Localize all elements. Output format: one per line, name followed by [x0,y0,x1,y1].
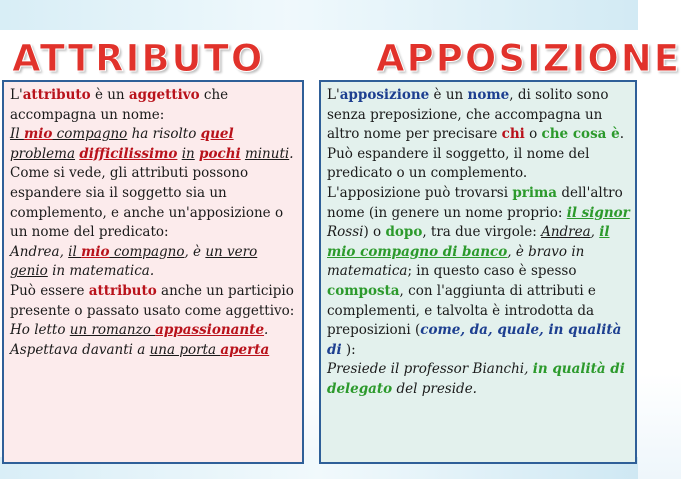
keyword-aggettivo: aggettivo [128,87,200,103]
apposizione-paragraph-2 [327,184,631,360]
keyword-apposizione: apposizione [339,87,430,103]
text: ha risolto [127,126,201,143]
text: minuti [244,145,290,162]
attributo-paragraph-2: Come si vede, gli attributi possono espandere sia il soggetto sia un complemento, e anche un'apposizione o un nome del predicato: [10,165,284,241]
text: L'apposizione può trovarsi [327,184,513,201]
keyword-difficilissimo: difficilissimo [79,145,178,162]
attributo-example-4 [10,341,298,361]
text: problema [10,145,76,162]
text: , con l'aggiunta di attributi e complementi, e talvolta è introdotta da preposizioni ( [327,282,596,339]
text: , è bravo in matematica [327,243,585,280]
title-apposizione: APPOSIZIONE [376,37,681,80]
attributo-example-2 [10,243,298,282]
text: Andrea, [10,243,69,260]
attributo-definition [10,86,298,125]
keyword-dopo: dopo [385,224,423,241]
apposizione-panel [319,80,637,464]
keyword-aperta: aperta [220,341,270,358]
text: Ho letto [10,322,70,339]
keyword-preposizioni-list: come, da, quale, in qualità di [327,322,622,358]
attributo-paragraph-3 [10,282,298,321]
keyword-attributo: attributo [22,87,91,103]
keyword-prima: prima [512,184,558,201]
text: compagno [109,243,185,260]
keyword-il-mio-compagno-di-banco: il mio compagno di banco [327,224,610,260]
text: o [524,126,542,143]
title-attributo: ATTRIBUTO [12,37,265,80]
text: ): [341,341,356,358]
attributo-example-1 [10,125,298,164]
text: Può essere [10,282,89,299]
keyword-in-qualita-di-delegato: in qualità di delegato [327,361,625,397]
attributo-panel [2,80,304,464]
keyword-pochi: pochi [199,145,241,162]
text: è un [90,87,129,103]
text: . [289,145,294,162]
apposizione-example [327,360,631,399]
text: una porta [149,341,221,358]
text: Aspettava davanti a [10,341,150,358]
text: Presiede il professor Bianchi [327,361,525,378]
text: genio [10,263,48,280]
text: il [68,243,82,260]
text: . [264,322,269,339]
text: dell'altro nome (in genere un nome proprio: [327,184,623,221]
text: che accompagna un nome: [10,87,229,123]
text: ; in questo caso è spesso [407,263,577,280]
text: . Può espandere il soggetto, il nome del predicato o un complemento. [327,126,624,182]
text: è un [429,87,468,103]
text: , [590,224,600,241]
text: anche un participio presente o passato usato come aggettivo: [10,282,295,319]
text: ) o [363,224,386,241]
keyword-quel: quel [200,126,234,143]
keyword-appassionante: appassionante [155,322,265,339]
text-andrea: Andrea [541,224,591,241]
text: in matematica. [47,263,155,280]
keyword-composta: composta [327,282,400,299]
text: Il [10,126,24,143]
text: compagno [52,126,128,143]
keyword-il-signor: il signor [566,204,630,221]
keyword-nome: nome [467,87,510,103]
text: un romanzo [69,322,156,339]
keyword-che-cosa-e: che cosa è [541,126,620,143]
keyword-chi: chi [501,126,525,143]
apposizione-definition [327,86,631,184]
text: un vero [205,243,258,260]
keyword-attributo: attributo [88,282,157,299]
keyword-mio: mio [23,126,53,143]
attributo-example-3 [10,321,298,341]
text: del preside. [392,380,477,397]
text: L' [327,87,340,103]
text: L' [10,87,23,103]
text: , [524,361,533,378]
text: , di solito sono senza preposizione, che accompagna un altro nome per precisare [327,87,609,143]
text: in [181,145,195,162]
text: , è [184,243,206,260]
top-decorative-ribbon [0,0,638,30]
text: , tra due virgole: [422,224,542,241]
keyword-mio: mio [81,243,110,260]
text-rossi: Rossi [327,224,364,241]
